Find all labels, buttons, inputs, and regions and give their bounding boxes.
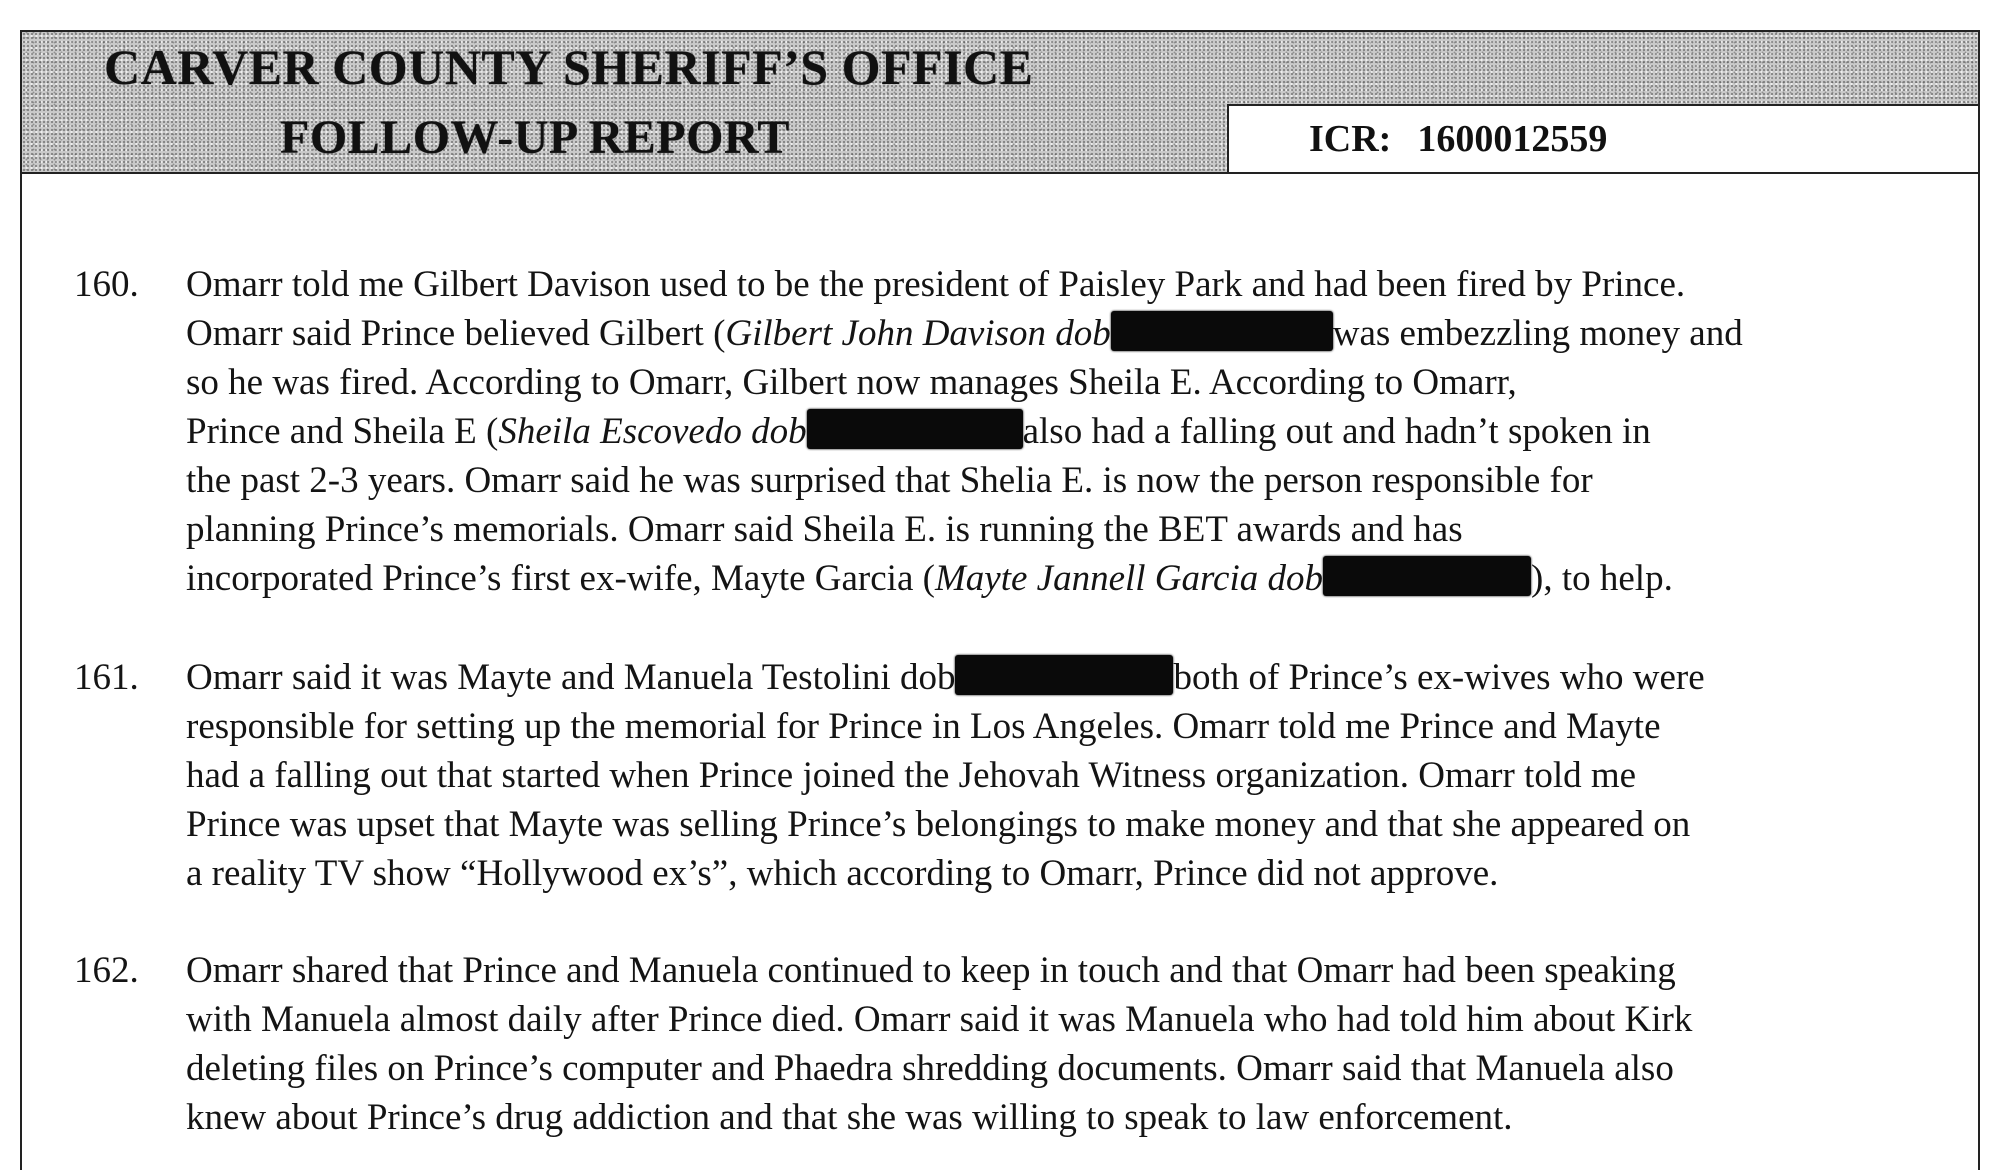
- text-segment: Omarr said it was Mayte and Manuela Testolini dob: [186, 657, 956, 698]
- text-line: Omarr shared that Prince and Manuela continued to keep in touch and that Omarr had been speaking: [186, 950, 1676, 991]
- italic-name-dob: Sheila Escovedo dob: [498, 411, 807, 452]
- text-line: had a falling out that started when Prince joined the Jehovah Witness organization. Omarr told me: [186, 755, 1637, 796]
- text-line: Prince was upset that Mayte was selling Prince’s belongings to make money and that she appeared on: [186, 804, 1691, 845]
- text-segment: incorporated Prince’s first ex-wife, Mayte Garcia (: [186, 558, 935, 599]
- italic-name-dob: Gilbert John Davison dob: [725, 313, 1111, 354]
- icr-label: ICR:: [1309, 118, 1392, 160]
- office-banner: [22, 32, 1978, 106]
- text-line: knew about Prince’s drug addiction and that she was willing to speak to law enforcement.: [186, 1097, 1513, 1138]
- paragraph-number: 161.: [74, 657, 139, 698]
- report-title: FOLLOW-UP REPORT: [280, 111, 790, 164]
- text-segment: Omarr said Prince believed Gilbert (: [186, 313, 726, 354]
- report-page: [20, 30, 1980, 1170]
- text-line: with Manuela almost daily after Prince died. Omarr said it was Manuela who had told him about Kirk: [186, 999, 1693, 1040]
- paragraph-text: [186, 260, 1946, 603]
- text-line: a reality TV show “Hollywood ex’s”, which according to Omarr, Prince did not approve.: [186, 853, 1499, 894]
- text-segment: Prince and Sheila E (: [186, 411, 499, 452]
- icr-box: [1229, 106, 1978, 172]
- icr-number: 1600012559: [1417, 118, 1608, 160]
- paragraph-number: 162.: [74, 950, 139, 991]
- redaction-block: [1323, 556, 1531, 596]
- text-line: Omarr told me Gilbert Davison used to be the president of Paisley Park and had been fired by Prince.: [186, 264, 1686, 305]
- text-segment: both of Prince’s ex-wives who were: [1173, 657, 1705, 698]
- text-segment: was embezzling money and: [1332, 313, 1743, 354]
- paragraph-text: [186, 653, 1946, 898]
- paragraph-number: 160.: [74, 264, 139, 305]
- text-segment: ), to help.: [1531, 558, 1673, 599]
- text-line: so he was fired. According to Omarr, Gilbert now manages Sheila E. According to Omarr,: [186, 362, 1517, 403]
- office-title: CARVER COUNTY SHERIFF’S OFFICE: [104, 39, 1034, 95]
- text-line: [186, 554, 1946, 603]
- paragraph-text: [186, 946, 1946, 1142]
- report-header: [22, 32, 1978, 174]
- text-line: planning Prince’s memorials. Omarr said Sheila E. is running the BET awards and has: [186, 509, 1463, 550]
- report-type-banner: [22, 104, 1229, 172]
- italic-name-dob: Mayte Jannell Garcia dob: [934, 558, 1324, 599]
- text-segment: also had a falling out and hadn’t spoken in: [1022, 411, 1651, 452]
- text-line: [186, 407, 1946, 456]
- text-line: the past 2-3 years. Omarr said he was surprised that Shelia E. is now the person responsible for: [186, 460, 1593, 501]
- text-line: deleting files on Prince’s computer and Phaedra shredding documents. Omarr said that Manuela also: [186, 1048, 1674, 1089]
- text-line: responsible for setting up the memorial for Prince in Los Angeles. Omarr told me Prince and Mayte: [186, 706, 1661, 747]
- text-line: [186, 653, 1946, 702]
- redaction-block: [807, 409, 1023, 449]
- redaction-block: [955, 655, 1173, 695]
- text-line: [186, 309, 1946, 358]
- redaction-block: [1111, 311, 1333, 351]
